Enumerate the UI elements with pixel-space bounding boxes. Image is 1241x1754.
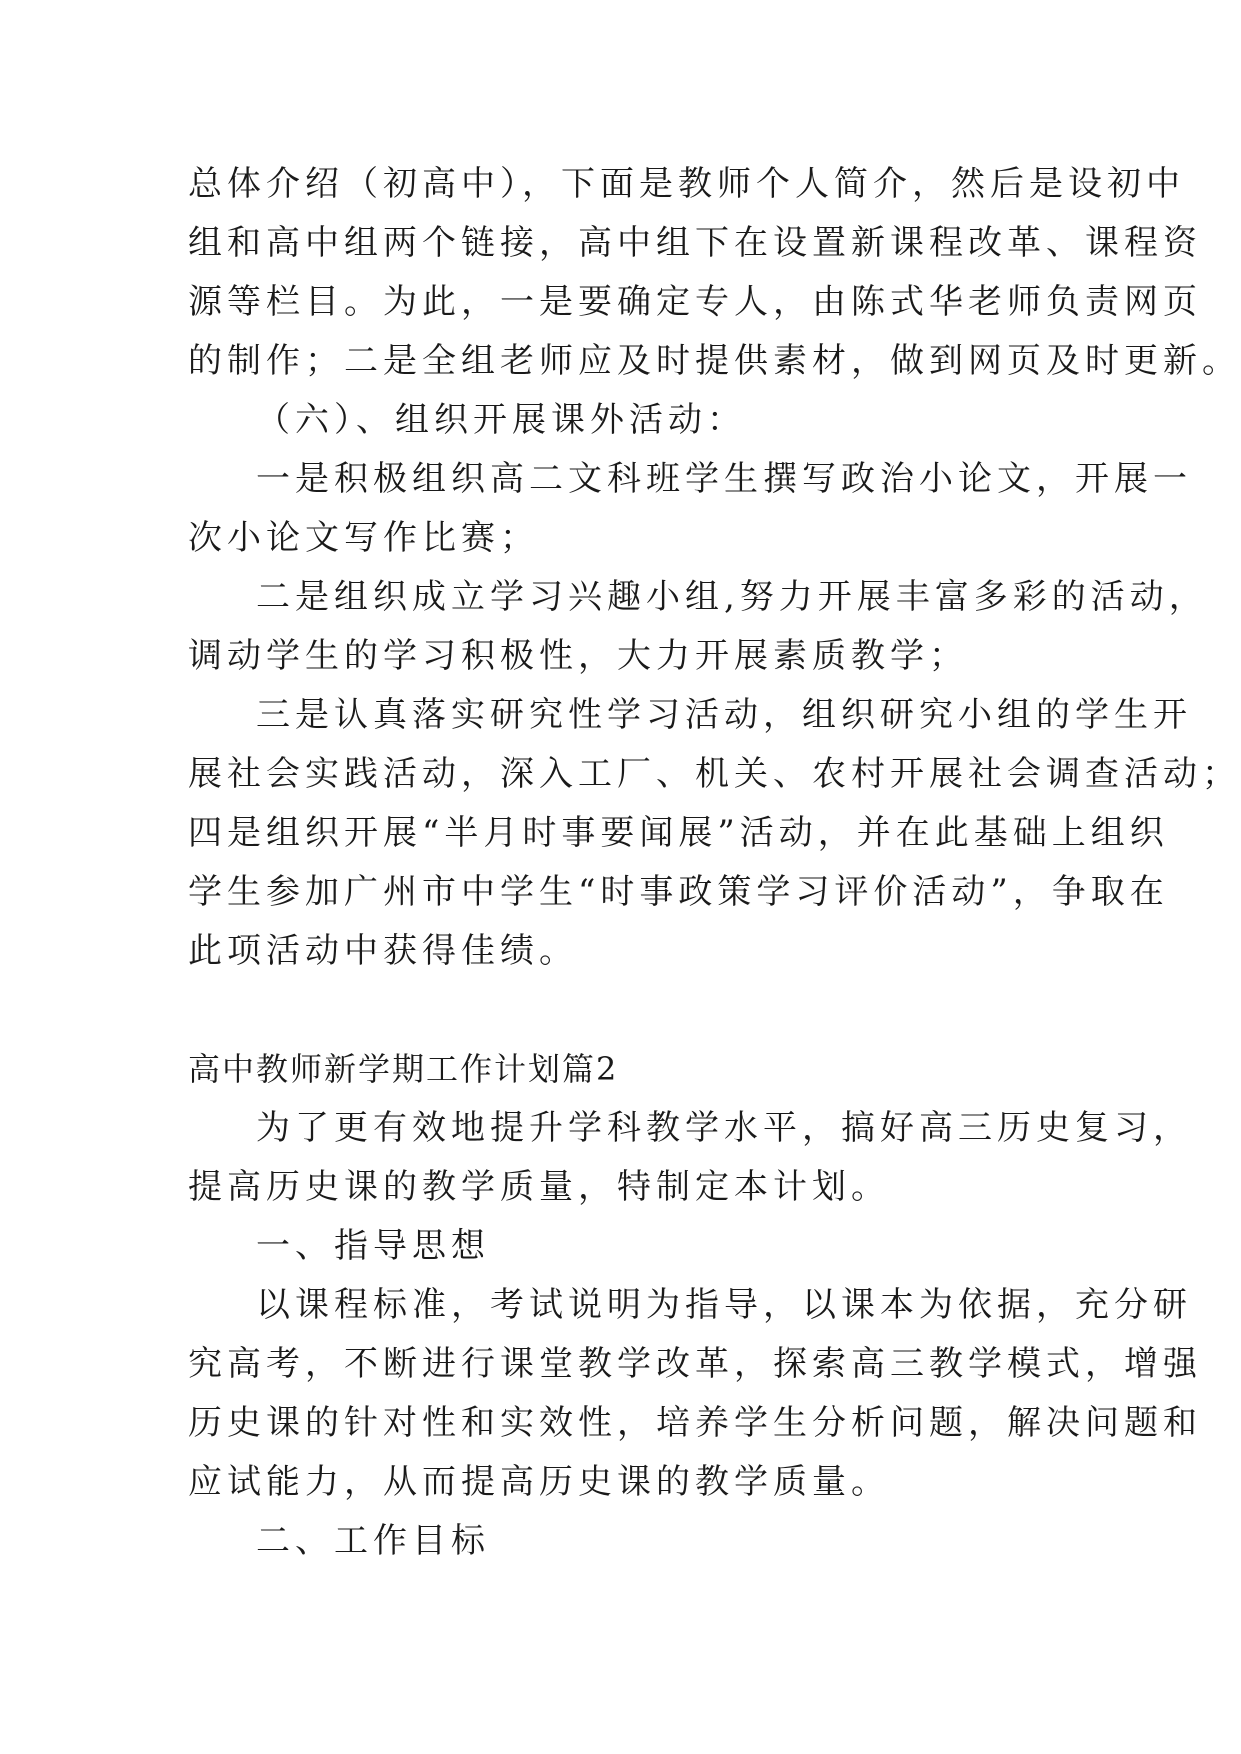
paragraph-line: 以课程标准，考试说明为指导，以课本为依据，充分研 (256, 1285, 1192, 1325)
paragraph-line: 总体介绍（初高中），下面是教师个人简介，然后是设初中 (188, 164, 1185, 204)
paragraph-line: 为了更有效地提升学科教学水平，搞好高三历史复习， (256, 1108, 1192, 1148)
paragraph-line: 调动学生的学习积极性，大力开展素质教学； (188, 636, 968, 676)
paragraph-line: 究高考，不断进行课堂教学改革，探索高三教学模式，增强 (188, 1344, 1202, 1384)
paragraph-line: 此项活动中获得佳绩。 (188, 931, 578, 971)
paragraph-line: 展社会实践活动，深入工厂、机关、农村开展社会调查活动； (188, 754, 1241, 794)
paragraph-line: 三是认真落实研究性学习活动，组织研究小组的学生开 (256, 695, 1192, 735)
paragraph-line: 历史课的针对性和实效性，培养学生分析问题，解决问题和 (188, 1403, 1202, 1443)
article-title: 高中教师新学期工作计划篇2 (188, 1050, 619, 1088)
paragraph-line: 应试能力，从而提高历史课的教学质量。 (188, 1462, 890, 1502)
paragraph-line: 组和高中组两个链接，高中组下在设置新课程改革、课程资 (188, 223, 1202, 263)
section-heading-activities: （六）、组织开展课外活动： (256, 400, 746, 440)
document-body (188, 155, 1241, 1571)
paragraph-line: 一是积极组织高二文科班学生撰写政治小论文，开展一 (256, 459, 1192, 499)
paragraph-line: 四是组织开展“半月时事要闻展”活动，并在此基础上组织 (188, 813, 1169, 853)
blank-line (188, 981, 1068, 1040)
section-heading-guiding-thought: 一、指导思想 (256, 1226, 490, 1266)
section-heading-work-goals: 二、工作目标 (256, 1521, 490, 1561)
paragraph-line: 学生参加广州市中学生“时事政策学习评价活动”，争取在 (188, 872, 1169, 912)
paragraph-line: 二是组织成立学习兴趣小组,努力开展丰富多彩的活动， (256, 577, 1208, 617)
paragraph-line: 源等栏目。为此，一是要确定专人，由陈式华老师负责网页 (188, 282, 1202, 322)
paragraph-line: 次小论文写作比赛； (188, 518, 539, 558)
paragraph-line: 的制作；二是全组老师应及时提供素材，做到网页及时更新。 (188, 341, 1241, 381)
paragraph-line: 提高历史课的教学质量，特制定本计划。 (188, 1167, 890, 1207)
